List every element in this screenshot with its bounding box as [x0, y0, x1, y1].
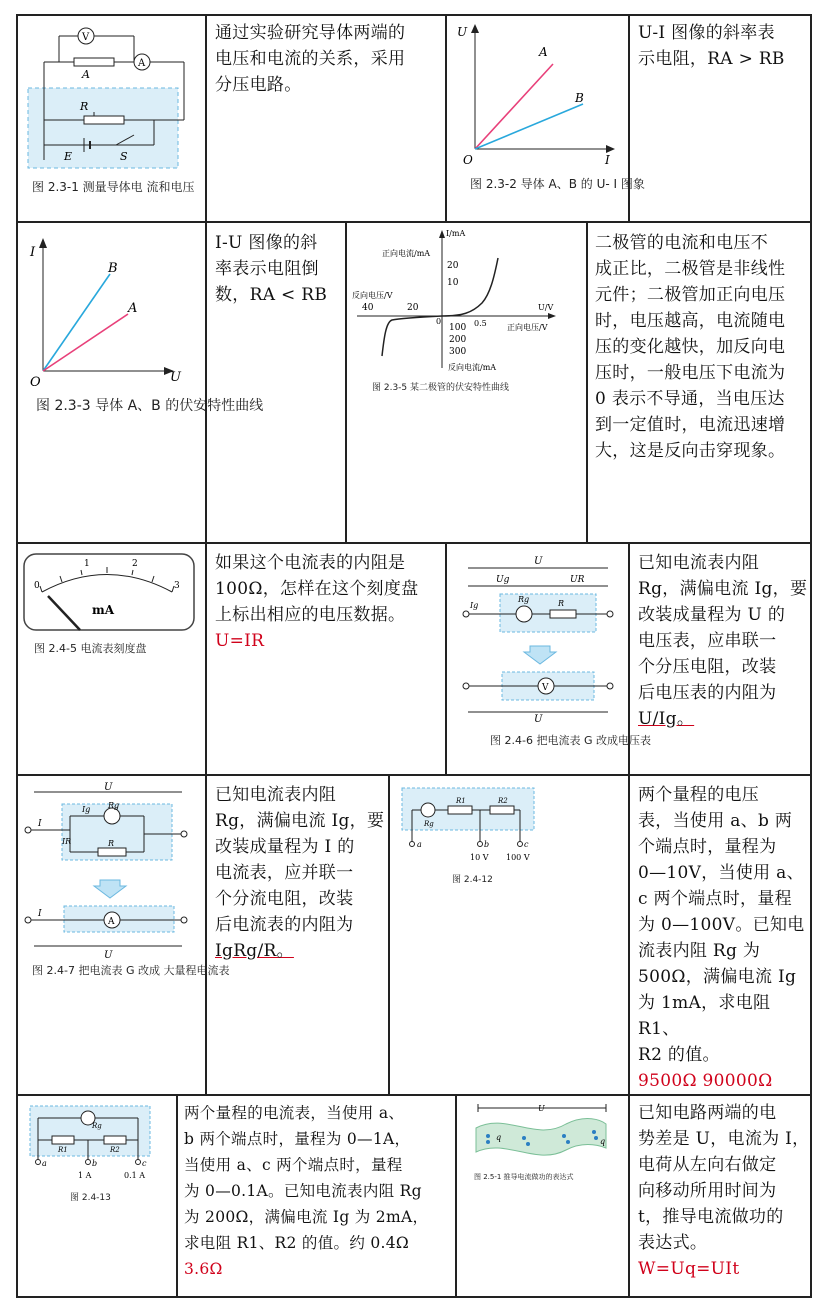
text-cell [638, 1100, 810, 1282]
svg-text:反向电流/mA: 反向电流/mA [448, 363, 497, 372]
text-line: 后电流表的内阻为 [215, 915, 354, 935]
current-work-figure-2-5-1 [466, 1102, 621, 1170]
circuit-figure-2-3-1 [24, 20, 199, 175]
text-line: 0—10V，当使用 a、 [638, 863, 804, 883]
text-line: 个分压电阻，改装 [638, 657, 777, 677]
text-line: R2 的值。 [638, 1045, 720, 1065]
svg-text:R1: R1 [58, 1146, 68, 1154]
text-cell [215, 550, 443, 654]
svg-text:R2: R2 [498, 797, 508, 805]
text-line: 3.6Ω [184, 1260, 223, 1278]
svg-text:B: B [108, 261, 118, 276]
text-line: Rg，满偏电流 Ig，要 [638, 579, 808, 599]
svg-text:a: a [42, 1159, 47, 1168]
text-line: 元件；二极管加正向电压 [595, 285, 786, 305]
svg-text:20: 20 [407, 303, 419, 313]
figure-caption [470, 175, 645, 193]
svg-text:R: R [558, 599, 565, 608]
text-line: 大，这是反向击穿现象。 [595, 441, 786, 461]
svg-text:100 V: 100 V [506, 853, 530, 862]
svg-text:0.1 A: 0.1 A [124, 1171, 146, 1180]
text-line: 电荷从左向右做定 [638, 1155, 777, 1175]
svg-text:R2: R2 [110, 1146, 120, 1154]
svg-text:U: U [534, 556, 543, 567]
svg-text:UR: UR [570, 575, 585, 585]
text-line red: U=IR [215, 631, 265, 651]
text-line: 已知电路两端的电 [638, 1103, 777, 1123]
svg-text:Rg: Rg [518, 595, 530, 604]
caption-line: 的 U- I 图象 [580, 177, 645, 191]
text-line: 率表示电阻倒 [215, 259, 319, 279]
text-line: c 两个端点时，量程 [638, 889, 792, 909]
svg-text:2: 2 [132, 559, 138, 569]
text-line: 如果这个电流表的内阻是 [215, 553, 406, 573]
svg-text:O: O [30, 375, 41, 390]
svg-text:10: 10 [447, 278, 459, 288]
text-line: 为 1mA，求电阻 R1、 [638, 993, 771, 1039]
text-line: 已知电流表内阻 [638, 553, 760, 573]
figure-caption [490, 732, 651, 750]
text-line: 二极管的电流和电压不 [595, 233, 768, 253]
svg-text:U: U [457, 25, 468, 39]
text-line: Rg，满偏电流 Ig，要 [215, 811, 385, 831]
svg-text:I: I [38, 819, 42, 829]
svg-text:E: E [64, 150, 73, 163]
svg-text:A: A [138, 58, 146, 69]
svg-text:B: B [575, 91, 584, 105]
caption-line: 图 2.3-1 测量导体电 [32, 180, 143, 194]
svg-text:0: 0 [436, 317, 442, 326]
text-line: 压的变化越快，加反向电 [595, 337, 786, 357]
svg-text:U: U [104, 782, 113, 793]
figure-caption [32, 962, 229, 980]
text-line: 表达式。 [638, 1233, 708, 1253]
text-line: 两个量程的电压 [638, 785, 760, 805]
svg-text:a: a [417, 840, 422, 849]
text-line: 为 200Ω，满偏电流 Ig 为 2mA， [184, 1208, 429, 1226]
svg-text:A: A [108, 917, 115, 927]
voltmeter-conversion-2-4-6 [458, 554, 623, 724]
svg-text:IR: IR [62, 837, 72, 846]
text-line: U-I 图像的斜率表 [638, 23, 775, 43]
svg-text:40: 40 [362, 303, 374, 313]
caption-line: 的伏安特性曲线 [165, 398, 264, 414]
svg-text:U: U [534, 714, 543, 725]
text-cell [638, 20, 808, 72]
svg-text:20: 20 [447, 261, 459, 271]
svg-text:q: q [496, 1133, 502, 1142]
text-line: 个分流电阻，改装 [215, 889, 354, 909]
text-line: 表，当使用 a、b 两 [638, 811, 793, 831]
text-line: 分压电路。 [215, 75, 302, 95]
figure-caption [32, 178, 195, 196]
text-line: 电流表，应并联一 [215, 863, 354, 883]
svg-text:I: I [30, 245, 36, 260]
text-line: 流表内阻 Rg 为 [638, 941, 761, 961]
text-line: 当使用 a、c 两个端点时，量程 [184, 1156, 403, 1174]
figure-caption: 图 2.4-12 [452, 875, 493, 885]
svg-text:U: U [104, 950, 113, 961]
text-line: 势差是 U，电流为 I， [638, 1129, 810, 1149]
ui-graph-2-3-2 [455, 24, 620, 167]
svg-text:R: R [80, 100, 89, 113]
svg-text:b: b [92, 1159, 98, 1168]
text-line: 上标出相应的电压数据。 [215, 605, 406, 625]
svg-text:A: A [539, 45, 548, 59]
svg-text:U: U [538, 1104, 545, 1113]
text-line: 500Ω，满偏电流 Ig [638, 967, 797, 987]
text-cell [215, 20, 440, 98]
text-line: 为 0—0.1A。已知电流表内阻 Rg [184, 1182, 422, 1200]
svg-text:I: I [38, 909, 42, 919]
voltmeter-two-range-2-4-12 [400, 786, 540, 866]
text-line: 后电压表的内阻为 [638, 683, 777, 703]
svg-text:mA: mA [92, 603, 115, 617]
text-line: 个端点时，量程为 [638, 837, 777, 857]
svg-text:c: c [524, 840, 529, 849]
text-line: 100Ω，怎样在这个刻度盘 [215, 579, 419, 599]
ammeter-two-range-2-4-13 [26, 1104, 161, 1182]
text-line: 0 表示不导通，当电压达 [595, 389, 785, 409]
svg-text:V: V [82, 32, 90, 43]
caption-line: 图 2.3-3 导体 A、B [36, 398, 161, 414]
svg-text:10 V: 10 V [470, 853, 489, 862]
text-line: b 两个端点时，量程为 0—1A， [184, 1130, 411, 1148]
text-line: W=Uq=UIt [638, 1259, 740, 1279]
svg-text:S: S [120, 150, 128, 163]
svg-text:正向电压/V: 正向电压/V [507, 323, 548, 332]
svg-text:V: V [542, 683, 549, 693]
figure-caption: 图 2.4-13 [70, 1193, 111, 1203]
text-line: 数，RA < RB [215, 285, 328, 305]
svg-text:0: 0 [34, 581, 40, 591]
figure-caption: 图 2.3-5 某二极管的伏安特性曲线 [372, 383, 510, 393]
svg-text:100: 100 [449, 323, 467, 333]
svg-text:I: I [605, 153, 610, 167]
text-line: 电压和电流的关系，采用 [215, 49, 406, 69]
svg-text:U/V: U/V [538, 303, 554, 312]
svg-text:200: 200 [449, 335, 467, 345]
svg-text:Ig: Ig [470, 601, 479, 610]
caption-line: 流和电压 [146, 180, 195, 194]
text-line: 已知电流表内阻 [215, 785, 337, 805]
figure-caption [36, 395, 263, 417]
text-line: U/Ig。 [638, 709, 695, 729]
text-line: 到一定值时，电流迅速增 [595, 415, 786, 435]
caption-line: 图 2.3-2 导体 A、B [470, 177, 577, 191]
text-line: IgRg/R。 [215, 941, 294, 961]
text-line: 改装成量程为 I 的 [215, 837, 355, 857]
caption-line: 图 2.4-7 把电流表 G 改成 [32, 964, 160, 977]
caption-line: G 改成电压表 [583, 734, 651, 747]
svg-text:Rg: Rg [424, 820, 434, 828]
text-line: 为 0—100V。已知电 [638, 915, 805, 935]
text-cell [595, 230, 808, 464]
text-cell [215, 230, 343, 308]
svg-text:Rg: Rg [92, 1122, 102, 1130]
svg-text:1: 1 [84, 559, 90, 569]
svg-text:0.5: 0.5 [474, 319, 487, 328]
text-line: 压时，一般电压下电流为 [595, 363, 786, 383]
caption-line: 大量程电流表 [163, 964, 230, 977]
figure-caption: 图 2.5-1 推导电流做功的表达式 [474, 1173, 574, 1181]
text-line: 成正比，二极管是非线性 [595, 259, 786, 279]
text-cell [215, 782, 387, 964]
svg-text:b: b [484, 840, 490, 849]
svg-text:Ug: Ug [496, 575, 510, 585]
svg-text:1 A: 1 A [78, 1171, 92, 1180]
svg-text:反向电压/V: 反向电压/V [352, 291, 393, 300]
text-line: 示电阻，RA > RB [638, 49, 785, 69]
svg-text:300: 300 [449, 347, 467, 357]
text-line: 时，电压越高，电流随电 [595, 311, 786, 331]
caption-line: 图 2.4-6 把电流表 [490, 734, 581, 747]
svg-text:U: U [170, 370, 181, 385]
svg-text:正向电流/mA: 正向电流/mA [382, 249, 431, 258]
svg-text:Ig: Ig [82, 805, 91, 814]
ammeter-dial-2-4-5 [22, 552, 198, 634]
iu-graph-2-3-3 [28, 236, 198, 390]
svg-text:A: A [128, 301, 138, 316]
text-line: 通过实验研究导体两端的 [215, 23, 406, 43]
figure-caption: 图 2.4-5 电流表刻度盘 [34, 642, 147, 655]
text-line: t，推导电流做功的 [638, 1207, 784, 1227]
text-line: 求电阻 R1、R2 的值。约 0.4Ω [184, 1234, 410, 1252]
svg-text:I/mA: I/mA [446, 229, 466, 238]
svg-text:R1: R1 [456, 797, 466, 805]
svg-text:O: O [463, 153, 473, 167]
text-line: 改装成量程为 U 的 [638, 605, 786, 625]
text-line: 向移动所用时间为 [638, 1181, 777, 1201]
svg-text:A: A [82, 68, 90, 81]
text-line: 9500Ω 90000Ω [638, 1071, 773, 1091]
svg-text:R: R [108, 839, 115, 848]
svg-text:c: c [142, 1159, 147, 1168]
text-cell [638, 550, 808, 732]
text-line: 电压表，应串联一 [638, 631, 777, 651]
svg-text:Rg: Rg [108, 801, 120, 810]
diode-iv-curve-2-3-5 [352, 228, 580, 378]
text-line: I-U 图像的斜 [215, 233, 318, 253]
ammeter-conversion-2-4-7 [22, 782, 198, 962]
svg-text:q: q [600, 1137, 606, 1146]
svg-text:3: 3 [174, 581, 180, 591]
text-line: 两个量程的电流表，当使用 a、 [184, 1104, 405, 1122]
text-cell [184, 1100, 454, 1282]
text-cell [638, 782, 810, 1094]
